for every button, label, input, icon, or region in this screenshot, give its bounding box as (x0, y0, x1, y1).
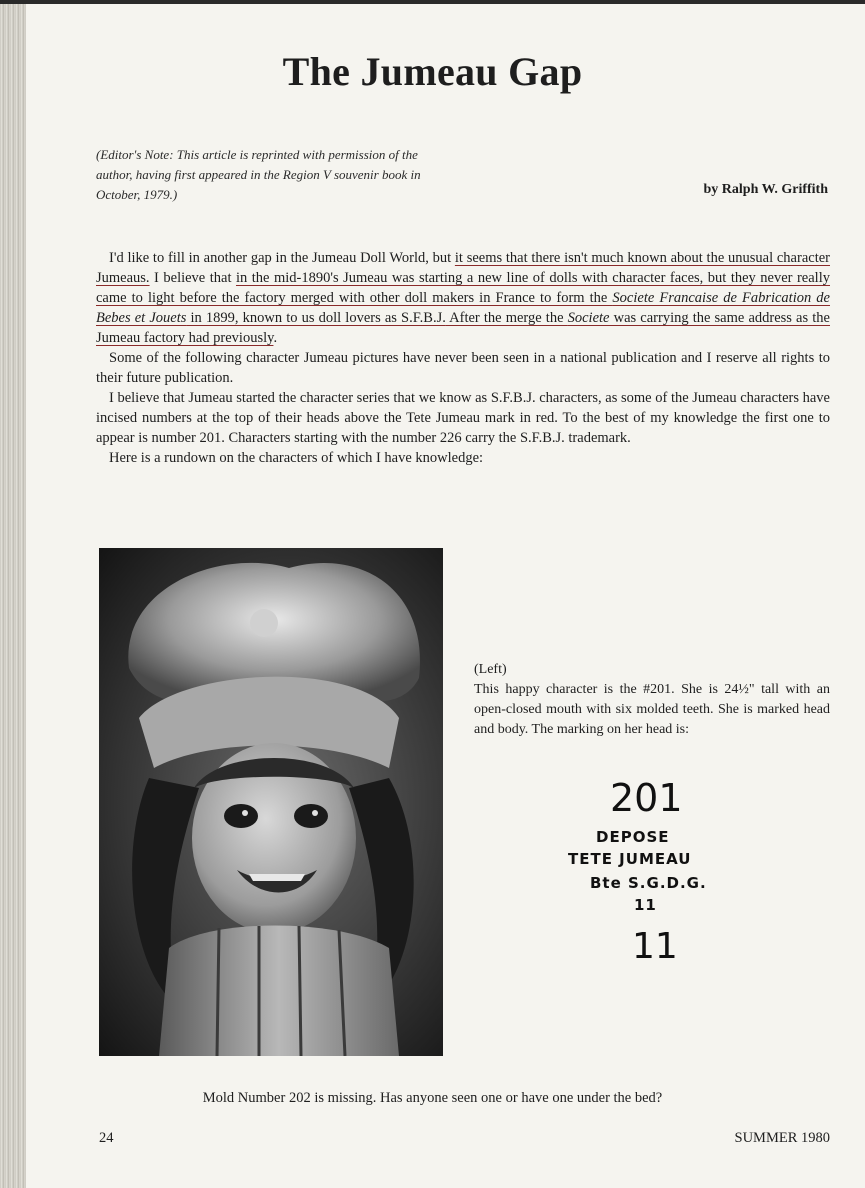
marking-big-number: 11 (632, 926, 678, 967)
page-number: 24 (99, 1130, 114, 1146)
marking-line-3: Bte S.G.D.G. (590, 874, 707, 892)
byline: by Ralph W. Griffith (703, 182, 828, 197)
doll-photo (99, 548, 443, 1056)
marking-line-2: TETE JUMEAU (568, 850, 692, 868)
marking-line-4: 11 (634, 896, 657, 914)
head-marking (560, 776, 730, 976)
paragraph-2: Some of the following character Jumeau pictures have never been seen in a national publication and I reserve all rights to their future publication. (96, 350, 830, 386)
marking-number: 201 (610, 776, 683, 820)
photo-caption (474, 660, 830, 740)
top-border (0, 0, 865, 4)
doll-illustration (99, 548, 443, 1056)
article-body (96, 248, 830, 468)
issue-label: SUMMER 1980 (734, 1130, 830, 1146)
article-title: The Jumeau Gap (282, 49, 583, 94)
closing-question: Mold Number 202 is missing. Has anyone seen one or have one under the bed? (202, 1090, 663, 1106)
underlined-text: in the mid-1890's Jumeau was starting a new line of dolls with character faces, but they never really came to light before the factory merged with other doll makers in France to form the Societe Francaise de Fabrication de Bebes et Jouets in 1899, known to us doll lovers as S.F.B.J. After the merge the Societe was carrying the same address as the Jumeau factory had previously (96, 270, 830, 346)
paragraph-3: I believe that Jumeau started the character series that we know as S.F.B.J. characters, as some of the Jumeau characters have incised numbers at the top of their heads above the Tete Jumeau mark in red. To the best of my knowledge the first one to appear is number 201. Characters starting with the number 226 carry the S.F.B.J. trademark. (96, 390, 830, 446)
caption-label: (Left) (474, 662, 507, 677)
editor-note: (Editor's Note: This article is reprinted with permission of the author, having first appeared in the Region V souvenir book in October, 1979.) (96, 147, 421, 202)
caption-text: This happy character is the #201. She is 24½" tall with an open-closed mouth with six molded teeth. She is marked head and body. The marking on her head is: (474, 682, 830, 737)
paragraph-4: Here is a rundown on the characters of which I have knowledge: (109, 450, 484, 466)
underlined-text: it seems that there isn't much known about the unusual character Jumeaus. (96, 250, 830, 286)
paragraph-1: I'd like to fill in another gap in the Jumeau Doll World, but it seems that there isn't much known about the unusual character Jumeaus. I believe that in the mid-1890's Jumeau was starting a new line of dolls with character faces, but they never really came to light before the factory merged with other doll makers in France to form the Societe Francaise de Fabrication de Bebes et Jouets in 1899, known to us doll lovers as S.F.B.J. After the merge the Societe was carrying the same address as the Jumeau factory had previously. (96, 250, 830, 346)
page-binding-edge (0, 0, 26, 1188)
marking-line-1: DEPOSE (596, 828, 670, 846)
